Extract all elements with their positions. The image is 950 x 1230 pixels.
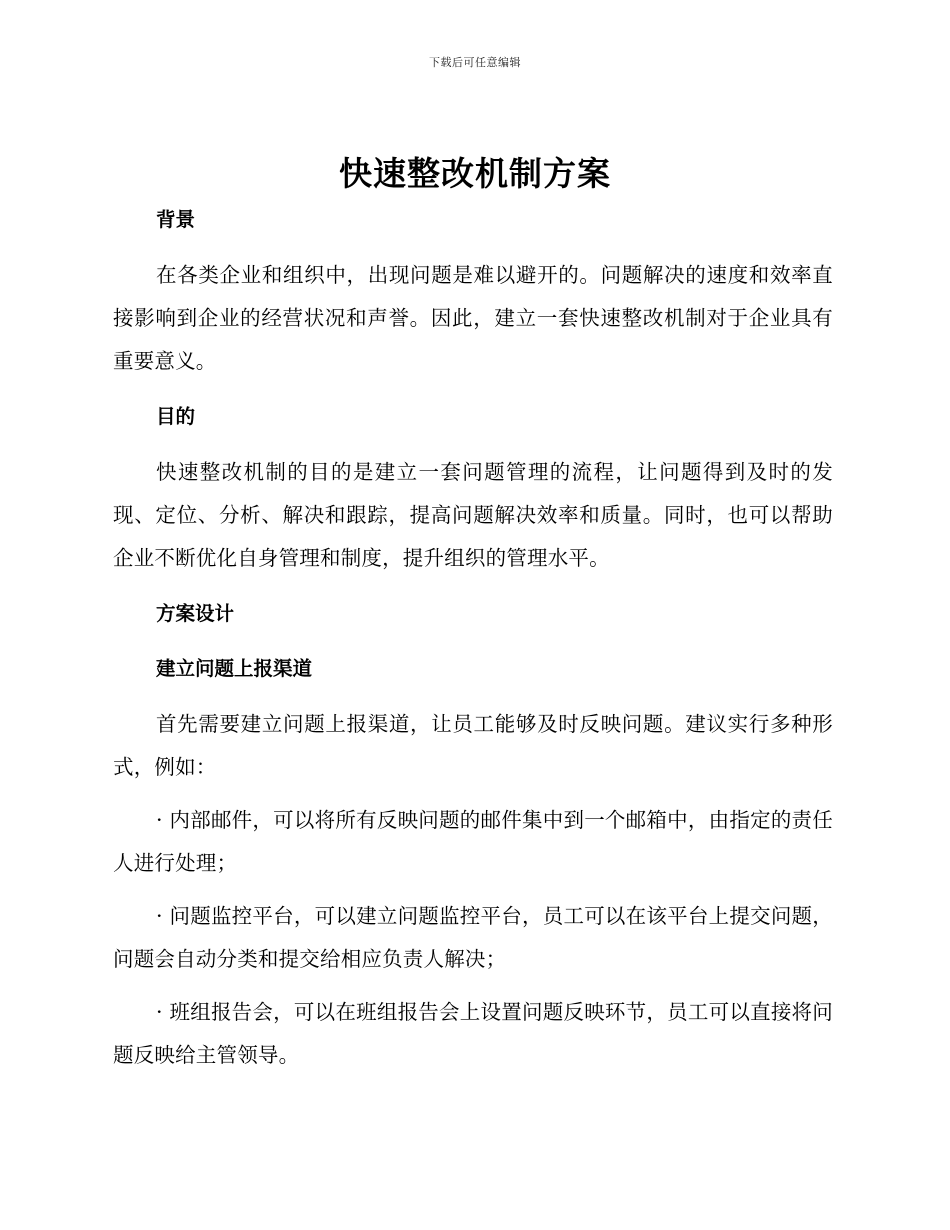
document-title: 快速整改机制方案 [339,154,611,193]
header-note: 下载后可任意编辑 [429,56,521,69]
bullet-item-monitor-platform: · 问题监控平台，可以建立问题监控平台，员工可以在该平台上提交问题，问题会自动分类和提交给相应负责人解决； [113,904,833,971]
subheading-report-channel: 建立问题上报渠道 [156,657,313,680]
heading-purpose: 目的 [156,405,196,428]
heading-background: 背景 [156,208,196,231]
bullet-item-team-meeting: · 班组报告会，可以在班组报告会上设置问题反映环节，员工可以直接将问题反映给主管领导。 [113,1000,833,1067]
heading-design: 方案设计 [156,602,235,625]
document-body [113,204,833,1077]
paragraph-design-intro: 首先需要建立问题上报渠道，让员工能够及时反映问题。建议实行多种形式，例如： [113,712,833,779]
bullet-item-email: · 内部邮件，可以将所有反映问题的邮件集中到一个邮箱中，由指定的责任人进行处理； [113,808,833,875]
paragraph-background: 在各类企业和组织中，出现问题是难以避开的。问题解决的速度和效率直接影响到企业的经营状况和声誉。因此，建立一套快速整改机制对于企业具有重要意义。 [113,263,833,373]
paragraph-purpose: 快速整改机制的目的是建立一套问题管理的流程，让问题得到及时的发现、定位、分析、解决和跟踪，提高问题解决效率和质量。同时，也可以帮助企业不断优化自身管理和制度，提升组织的管理水平。 [113,460,833,570]
